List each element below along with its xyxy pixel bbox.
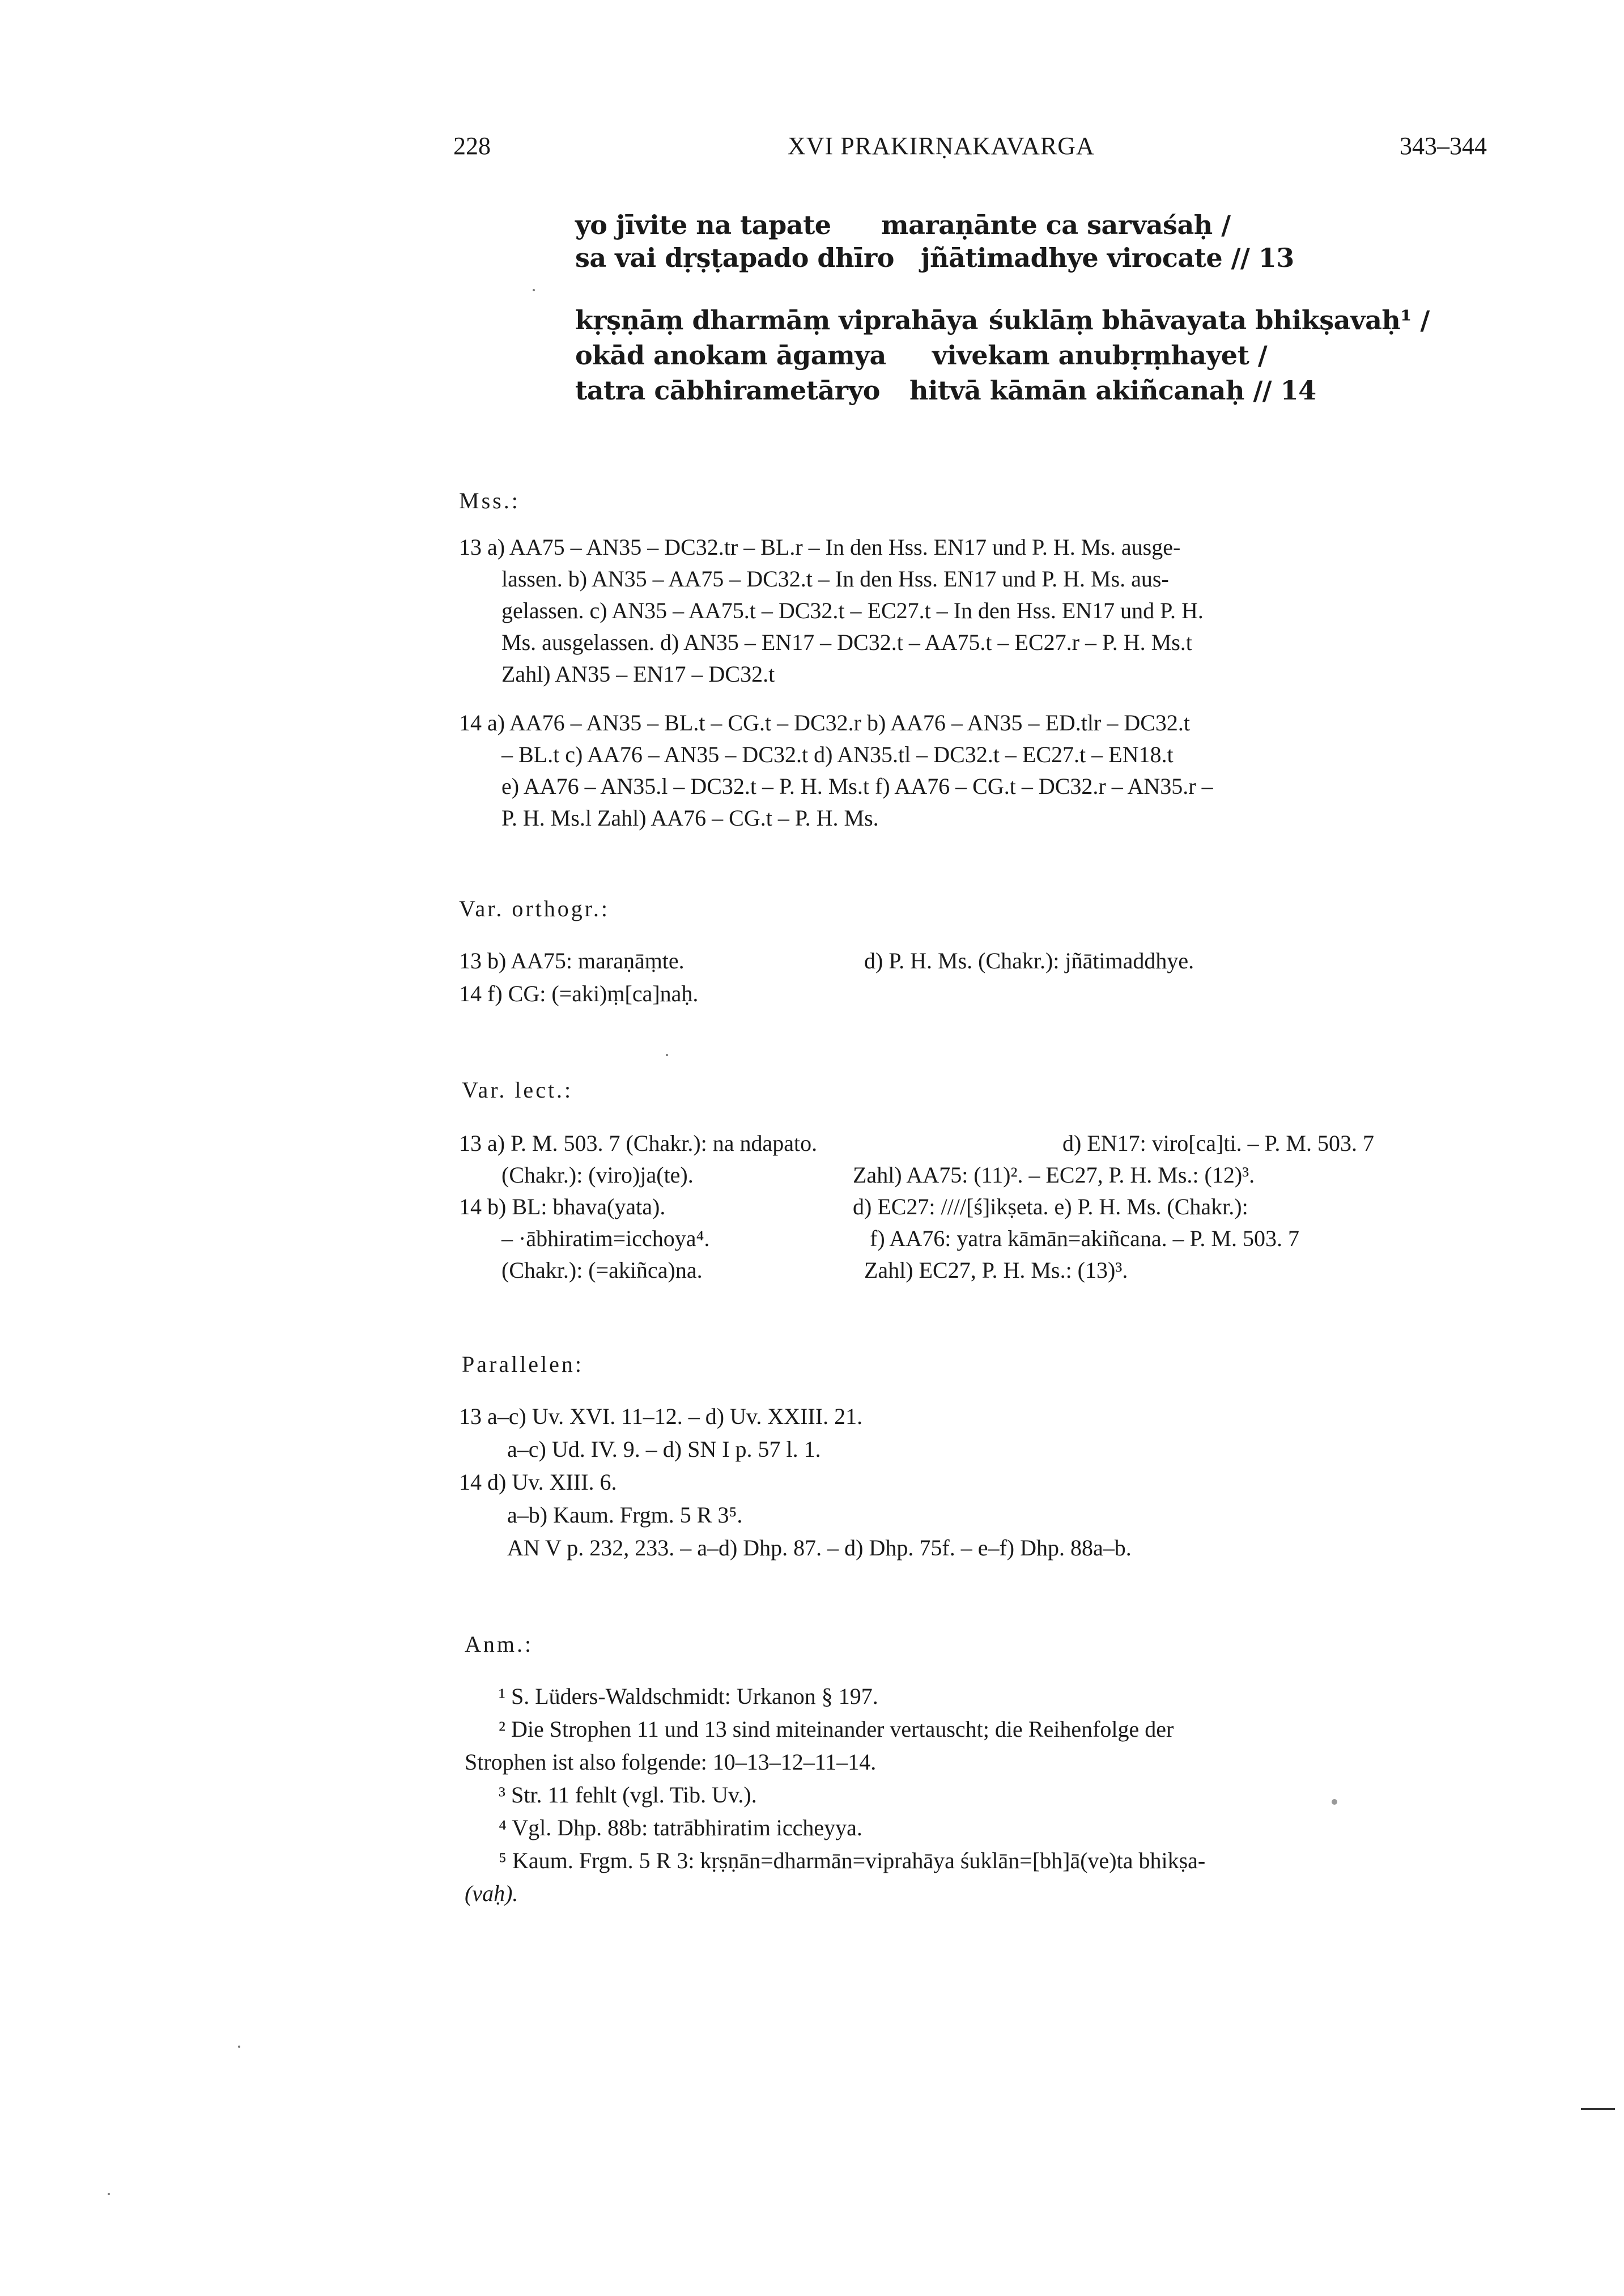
var-orthogr-row: 13 b) AA75: maraṇāṃte. bbox=[459, 948, 685, 973]
var-lect-row: Zahl) EC27, P. H. Ms.: (13)³. bbox=[864, 1257, 1128, 1283]
scan-speck bbox=[533, 289, 535, 291]
page-number: 228 bbox=[453, 132, 491, 160]
mss-v13-line: gelassen. c) AN35 – AA75.t – DC32.t – EC27.t – In den Hss. EN17 und P. H. bbox=[501, 598, 1204, 623]
var-lect-heading: Var. lect.: bbox=[462, 1077, 573, 1103]
verse-line-b: śuklāṃ bhāvayata bhikṣavaḥ¹ / bbox=[989, 305, 1430, 335]
verse-line-b: maraṇānte ca sarvaśaḥ / bbox=[881, 210, 1231, 240]
parallel-line: AN V p. 232, 233. – a–d) Dhp. 87. – d) Dhp. 75f. – e–f) Dhp. 88a–b. bbox=[507, 1535, 1132, 1561]
verse-line-a: kṛṣṇāṃ dharmāṃ viprahāya bbox=[575, 305, 978, 335]
parallel-line: a–c) Ud. IV. 9. – d) SN I p. 57 l. 1. bbox=[507, 1436, 821, 1462]
var-lect-row: 14 b) BL: bhava(yata). bbox=[459, 1194, 666, 1219]
var-orthogr-heading: Var. orthogr.: bbox=[459, 896, 610, 921]
var-lect-row: f) AA76: yatra kāmān=akiñcana. – P. M. 503. 7 bbox=[870, 1226, 1299, 1251]
mss-v14-line: e) AA76 – AN35.l – DC32.t – P. H. Ms.t f) AA76 – CG.t – DC32.r – AN35.r – bbox=[501, 773, 1213, 799]
footnote: ⁵ Kaum. Frgm. 5 R 3: kṛṣṇān=dharmān=viprahāya śuklān=[bh]ā(ve)ta bhikṣa- bbox=[499, 1848, 1206, 1873]
var-orthogr-row: 14 f) CG: (=aki)ṃ[ca]naḥ. bbox=[459, 981, 699, 1006]
parallel-line: 13 a–c) Uv. XVI. 11–12. – d) Uv. XXIII. 21. bbox=[459, 1404, 863, 1429]
scan-speck bbox=[238, 2046, 240, 2048]
footnote: Strophen ist also folgende: 10–13–12–11–14. bbox=[465, 1749, 877, 1775]
verse-line-f: hitvā kāmān akiñcanaḥ // 14 bbox=[909, 375, 1316, 406]
scan-speck bbox=[108, 2193, 110, 2195]
var-lect-row: Zahl) AA75: (11)². – EC27, P. H. Ms.: (12)³. bbox=[853, 1162, 1255, 1188]
var-lect-row: (Chakr.): (viro)ja(te). bbox=[501, 1162, 694, 1188]
mss-v13-line: 13 a) AA75 – AN35 – DC32.tr – BL.r – In den Hss. EN17 und P. H. Ms. ausge- bbox=[459, 534, 1181, 560]
footnote: ² Die Strophen 11 und 13 sind miteinander vertauscht; die Reihenfolge der bbox=[499, 1716, 1174, 1742]
parallelen-heading: Parallelen: bbox=[462, 1351, 584, 1377]
footnote: ⁴ Vgl. Dhp. 88b: tatrābhiratim iccheyya. bbox=[499, 1815, 862, 1840]
footnote: ³ Str. 11 fehlt (vgl. Tib. Uv.). bbox=[499, 1782, 757, 1808]
mss-v13-line: Ms. ausgelassen. d) AN35 – EN17 – DC32.t – AA75.t – EC27.r – P. H. Ms.t bbox=[501, 630, 1192, 655]
verse-range: 343–344 bbox=[1400, 132, 1487, 160]
running-title: XVI PRAKIRṆAKAVARGA bbox=[788, 132, 1095, 160]
mss-v13-line: Zahl) AN35 – EN17 – DC32.t bbox=[501, 661, 775, 687]
mss-v14-line: 14 a) AA76 – AN35 – BL.t – CG.t – DC32.r b) AA76 – AN35 – ED.tlr – DC32.t bbox=[459, 710, 1190, 735]
verse-line-c: okād anokam āgamya bbox=[575, 340, 886, 371]
var-orthogr-row: d) P. H. Ms. (Chakr.): jñātimaddhye. bbox=[864, 948, 1194, 973]
verse-line-d: jñātimadhye virocate // 13 bbox=[921, 243, 1294, 273]
verse-line-c: sa vai dṛṣṭapado dhīro bbox=[575, 243, 894, 273]
var-lect-row: – ·ābhiratim=icchoya⁴. bbox=[501, 1226, 710, 1251]
parallel-line: 14 d) Uv. XIII. 6. bbox=[459, 1469, 617, 1495]
parallel-line: a–b) Kaum. Frgm. 5 R 3⁵. bbox=[507, 1502, 743, 1528]
anm-heading: Anm.: bbox=[465, 1631, 534, 1657]
footnote: (vaḥ). bbox=[465, 1881, 518, 1906]
mss-v14-line: – BL.t c) AA76 – AN35 – DC32.t d) AN35.tl – DC32.t – EC27.t – EN18.t bbox=[501, 742, 1174, 767]
var-lect-row: (Chakr.): (=akiñca)na. bbox=[501, 1257, 703, 1283]
scan-edge-mark bbox=[1581, 2108, 1615, 2110]
scan-speck bbox=[666, 1054, 668, 1056]
scan-speck bbox=[1332, 1799, 1337, 1805]
verse-line-e: tatra cābhirametāryo bbox=[575, 375, 880, 406]
var-lect-row: d) EN17: viro[ca]ti. – P. M. 503. 7 bbox=[1062, 1130, 1374, 1156]
verse-line-a: yo jīvite na tapate bbox=[575, 210, 831, 240]
mss-v13-line: lassen. b) AN35 – AA75 – DC32.t – In den Hss. EN17 und P. H. Ms. aus- bbox=[501, 566, 1169, 592]
var-lect-row: 13 a) P. M. 503. 7 (Chakr.): na ndapato. bbox=[459, 1130, 818, 1156]
mss-heading: Mss.: bbox=[459, 488, 520, 513]
var-lect-row: d) EC27: ////[ś]ikṣeta. e) P. H. Ms. (Chakr.): bbox=[853, 1194, 1248, 1219]
footnote: ¹ S. Lüders-Waldschmidt: Urkanon § 197. bbox=[499, 1683, 878, 1709]
mss-v14-line: P. H. Ms.l Zahl) AA76 – CG.t – P. H. Ms. bbox=[501, 805, 879, 831]
verse-line-d: vivekam anubṛṃhayet / bbox=[932, 340, 1268, 371]
